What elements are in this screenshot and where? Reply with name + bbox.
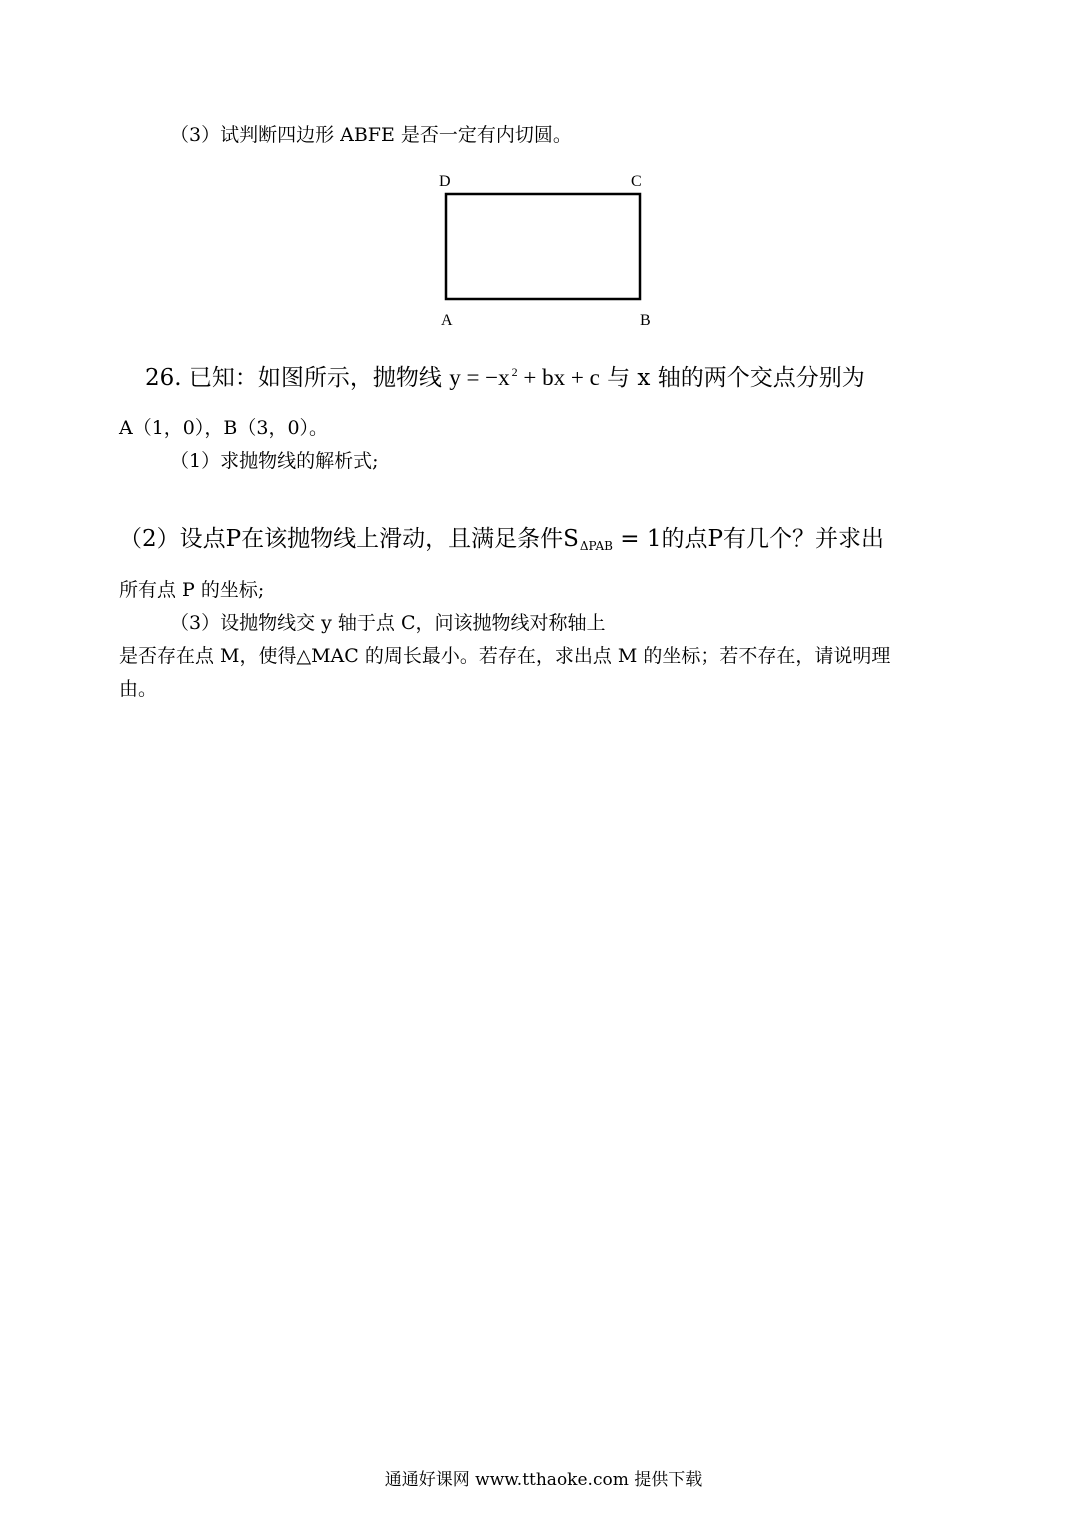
question-26-intro-end: 与 x 轴的两个交点分别为 <box>599 365 865 391</box>
question-25-part-3: （3）试判断四边形 ABFE 是否一定有内切圆。 <box>170 124 572 146</box>
rectangle-abcd-figure <box>425 165 665 335</box>
parabola-formula <box>449 365 600 390</box>
label-b: B <box>640 312 651 329</box>
question-26-intro-text: 26. 已知：如图所示，抛物线 <box>145 365 450 391</box>
question-26-part-2 <box>119 528 884 552</box>
question-26-intro <box>145 366 865 390</box>
question-26-points: A（1，0），B（3，0）。 <box>119 417 329 439</box>
question-26-part-1: （1）求抛物线的解析式; <box>170 450 379 472</box>
question-26-part-3-end: 由。 <box>119 678 158 700</box>
part-2-start: （2）设点P在该抛物线上滑动，且满足条件S <box>119 526 579 552</box>
question-26-part-3-continued: 是否存在点 M，使得△MAC 的周长最小。若存在，求出点 M 的坐标；若不存在，请说明理 <box>119 645 891 667</box>
rectangle-abcd <box>446 194 640 299</box>
question-26-part-3: （3）设抛物线交 y 轴于点 C，问该抛物线对称轴上 <box>170 612 606 634</box>
label-c: C <box>631 173 642 190</box>
formula-rest: + bx + c <box>517 365 600 390</box>
formula-base: y = −x <box>449 365 510 390</box>
label-d: D <box>439 173 451 190</box>
formula-exponent: 2 <box>511 365 518 379</box>
question-26-part-2-continued: 所有点 P 的坐标; <box>119 579 265 601</box>
label-a: A <box>441 312 453 329</box>
part-2-end: = 1的点P有几个？并求出 <box>613 526 885 552</box>
triangle-pab-subscript: ΔPAB <box>579 539 613 553</box>
footer-source: 通通好课网 www.tthaoke.com 提供下载 <box>384 1470 703 1490</box>
